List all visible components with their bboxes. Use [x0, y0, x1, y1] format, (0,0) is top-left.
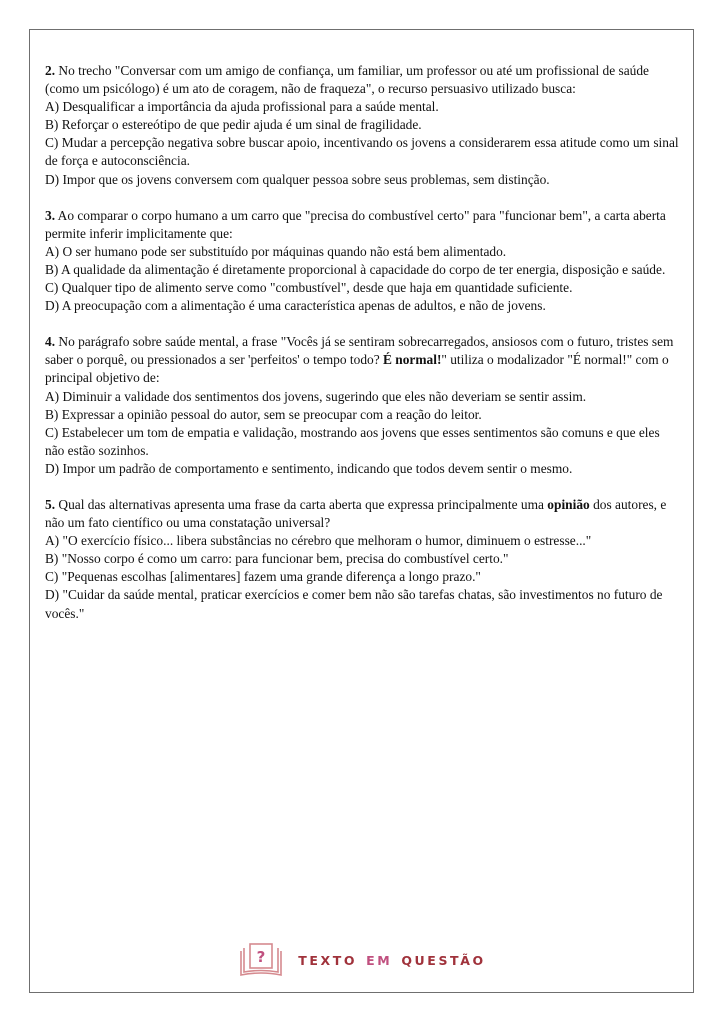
- question-stem: [45, 207, 681, 243]
- question-text: Qual das alternativas apresenta uma frase da carta aberta que expressa principalmente uma: [55, 496, 548, 512]
- answer-option: B) "Nosso corpo é como um carro: para funcionar bem, precisa do combustível certo.": [45, 551, 509, 567]
- answer-option: A) Desqualificar a importância da ajuda profissional para a saúde mental.: [45, 99, 439, 115]
- answer-option: A) "O exercício físico... libera substâncias no cérebro que melhoram o humor, diminuem o estresse...": [45, 533, 592, 549]
- answer-option: B) Reforçar o estereótipo de que pedir ajuda é um sinal de fragilidade.: [45, 117, 422, 133]
- question-stem: [45, 496, 681, 532]
- brand-name: [298, 953, 485, 968]
- answer-option: A) Diminuir a validade dos sentimentos dos jovens, sugerindo que eles não deveriam se sentir assim.: [45, 388, 587, 404]
- footer-logo: [0, 940, 724, 980]
- logo-question-mark: ?: [256, 948, 266, 966]
- questions-list: [45, 62, 681, 641]
- question-number: 5.: [45, 496, 56, 512]
- question-text: Ao comparar o corpo humano a um carro que "precisa do combustível certo" para "funcionar bem", a carta aberta permite inferir implicitamente que:: [45, 207, 666, 241]
- question-text: " utiliza o modalizador "É normal!" com o principal objetivo de:: [45, 352, 669, 386]
- question-number: 2.: [45, 63, 56, 78]
- answer-option: A) O ser humano pode ser substituído por máquinas quando não está bem alimentado.: [45, 243, 507, 259]
- answer-option: C) Mudar a percepção negativa sobre buscar apoio, incentivando os jovens a considerarem essa atitude como um sinal de força e autoconsciência.: [45, 135, 679, 169]
- question-block: [45, 62, 681, 189]
- answer-option: B) A qualidade da alimentação é diretamente proporcional à capacidade do corpo de ter energia, disposição e saúde.: [45, 261, 666, 277]
- answer-option: C) "Pequenas escolhas [alimentares] fazem uma grande diferença a longo prazo.": [45, 569, 481, 585]
- answer-option: D) Impor um padrão de comportamento e sentimento, indicando que todos devem sentir o mesmo.: [45, 460, 573, 476]
- brand-word-questao: QUESTÃO: [401, 952, 486, 968]
- question-text: No trecho "Conversar com um amigo de confiança, um familiar, um professor ou até um profissional de saúde (como um psicólogo) é um ato de coragem, não de fraqueza", o recurso persuasivo utilizado busca:: [45, 63, 649, 97]
- question-text: dos autores, e não um fato científico ou uma constatação universal?: [45, 496, 667, 531]
- question-text: No parágrafo sobre saúde mental, a frase "Vocês já se sentiram sobrecarregados, ansiosos com o futuro, tristes sem saber o porquê, ou pressionados a ser 'perfeitos' o tempo todo?: [45, 334, 674, 368]
- answer-option: D) "Cuidar da saúde mental, praticar exercícios e comer bem não são tarefas chatas, são investimentos no futuro de vocês.": [45, 587, 663, 621]
- brand-word-texto: TEXTO: [298, 952, 358, 968]
- question-block: [45, 496, 681, 623]
- question-number: 3.: [45, 207, 56, 223]
- question-emphasis: opinião: [547, 496, 590, 512]
- question-block: [45, 207, 681, 316]
- answer-option: D) Impor que os jovens conversem com qualquer pessoa sobre seus problemas, sem distinção.: [45, 171, 550, 187]
- question-block: [45, 333, 681, 478]
- book-question-icon: [238, 942, 284, 978]
- answer-option: C) Qualquer tipo de alimento serve como "combustível", desde que haja em quantidade suficiente.: [45, 280, 573, 296]
- question-emphasis: É normal!: [383, 352, 442, 368]
- question-stem: [45, 62, 681, 98]
- answer-option: C) Estabelecer um tom de empatia e validação, mostrando aos jovens que esses sentimentos são comuns e que eles não estão sozinhos.: [45, 424, 660, 458]
- brand-word-em: EM: [366, 952, 393, 968]
- answer-option: D) A preocupação com a alimentação é uma característica apenas de adultos, e não de jovens.: [45, 298, 546, 314]
- question-number: 4.: [45, 334, 56, 350]
- question-stem: [45, 333, 681, 387]
- answer-option: B) Expressar a opinião pessoal do autor, sem se preocupar com a reação do leitor.: [45, 406, 482, 422]
